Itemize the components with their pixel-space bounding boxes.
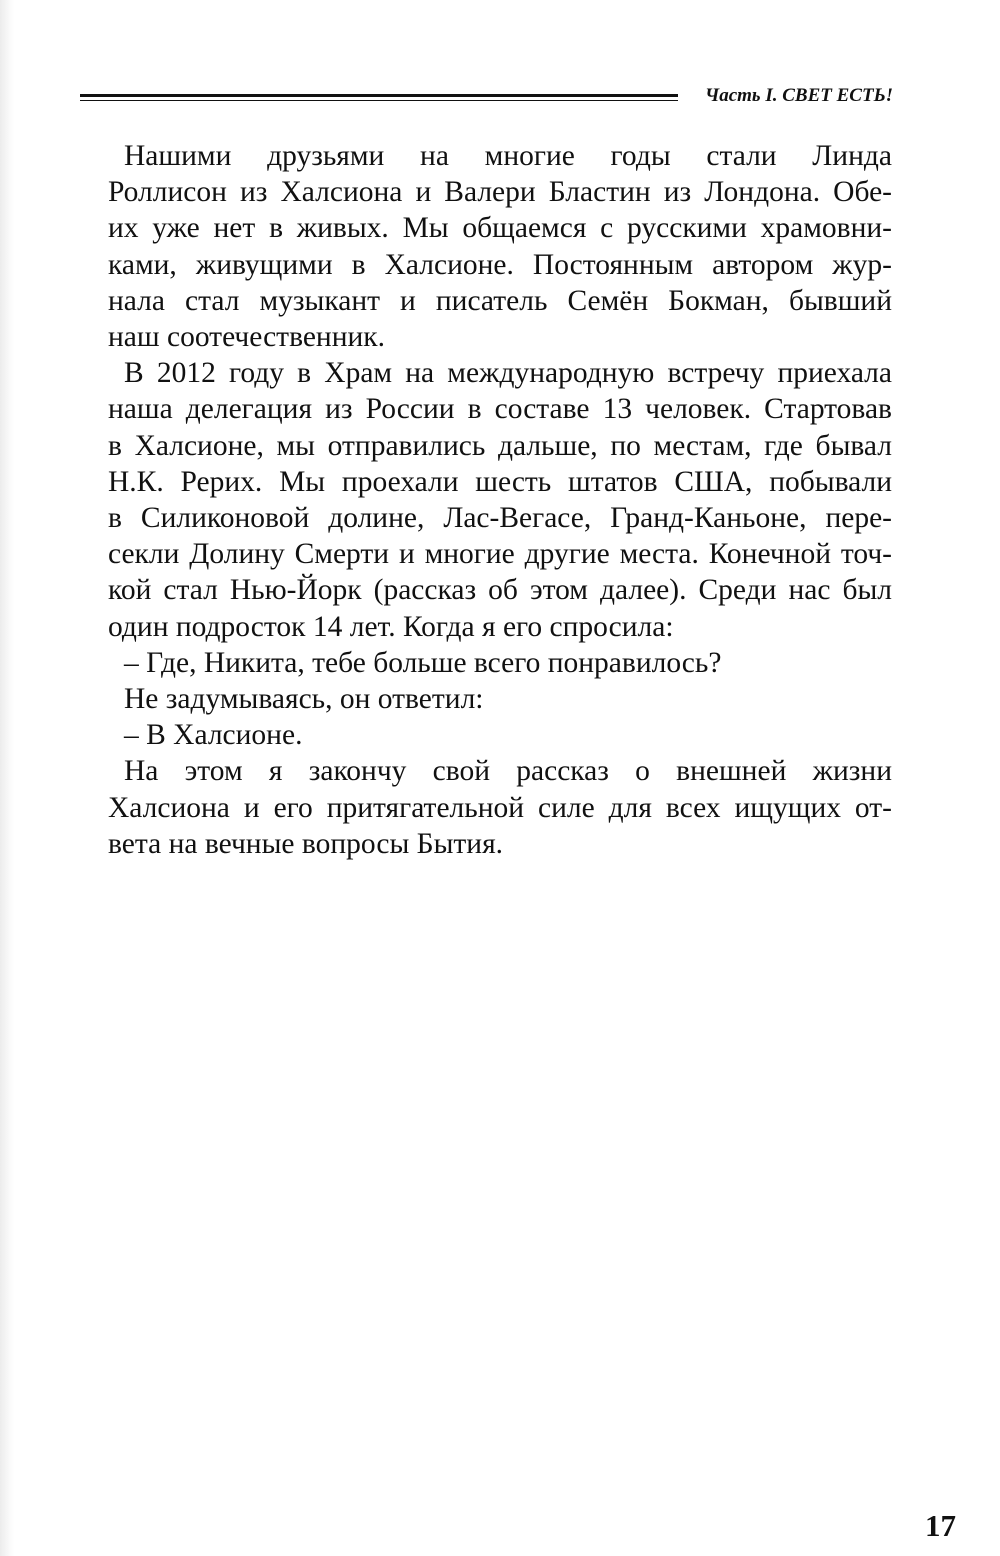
body-text (108, 138, 892, 862)
text-line: наш соотечественник. (108, 321, 385, 354)
text-line: их уже нет в живых. Мы общаемся с русскими храмовни- (108, 212, 892, 245)
text-line: На этом я закончу свой рассказ о внешней жизни (124, 755, 892, 788)
text-line: в Халсионе, мы отправились дальше, по местам, где бывал (108, 429, 892, 462)
page-number: 17 (925, 1508, 956, 1543)
text-line: вета на вечные вопросы Бытия. (108, 827, 504, 860)
running-title: Часть I. СВЕТ ЕСТЬ! (704, 85, 893, 106)
paragraph-dialogue-question (108, 645, 892, 681)
running-header (80, 84, 893, 114)
text-line: В 2012 году в Храм на международную встречу приехала (124, 357, 892, 390)
text-line: в Силиконовой долине, Лас-Вегасе, Гранд-Каньоне, пере- (108, 502, 892, 535)
text-line: – Где, Никита, тебе больше всего понравилось? (124, 646, 722, 679)
page-edge-shadow (0, 0, 14, 1556)
text-line: Нашими друзьями на многие годы стали Линда (124, 140, 892, 172)
header-rule-thick (80, 94, 678, 97)
text-line: один подросток 14 лет. Когда я его спросила: (108, 610, 674, 643)
text-line: ками, живущими в Халсионе. Постоянным автором жур- (108, 248, 892, 281)
text-line: наша делегация из России в составе 13 человек. Стартовав (108, 393, 892, 426)
paragraph-delegation (108, 355, 892, 645)
paragraph-friends (108, 138, 892, 355)
paragraph-dialogue-answer (108, 717, 892, 753)
text-line: Роллисон из Халсиона и Валери Бластин из Лондона. Обе- (108, 176, 892, 209)
text-line: нала стал музыкант и писатель Семён Бокман, бывший (108, 284, 892, 317)
header-rule-thin (80, 100, 678, 101)
text-line: – В Халсионе. (124, 719, 303, 752)
text-line: секли Долину Смерти и многие другие места. Конечной точ- (108, 538, 892, 571)
text-line: Халсиона и его притягательной силе для всех ищущих от- (108, 791, 892, 824)
paragraph-dialogue-narration (108, 681, 892, 717)
text-line: кой стал Нью-Йорк (рассказ об этом далее). Среди нас был (108, 574, 892, 607)
text-line: Н.К. Рерих. Мы проехали шесть штатов США, побывали (108, 465, 892, 498)
text-line: Не задумываясь, он ответил: (124, 683, 484, 716)
paragraph-conclusion (108, 753, 892, 862)
